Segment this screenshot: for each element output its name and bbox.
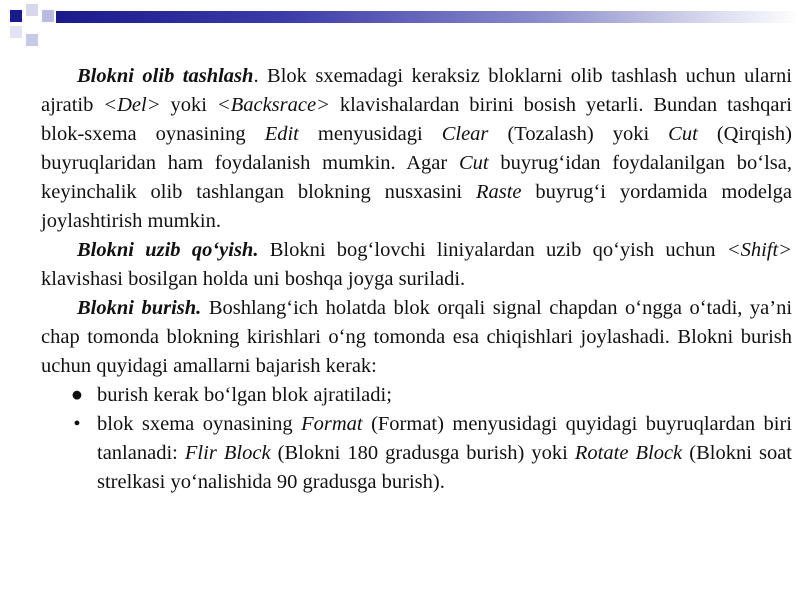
section-heading: Blokni burish. bbox=[77, 297, 202, 319]
list-item-text: (Format) menyusidagi quyidagi buyruqlardan biri tanlanadi: bbox=[97, 413, 792, 464]
body-text: (Tozalash) yoki bbox=[488, 123, 669, 145]
menu-name: Edit bbox=[264, 123, 299, 145]
command-name: Cut bbox=[668, 123, 698, 145]
body-text: menyusidagi bbox=[298, 123, 442, 145]
body-text: Boshlang‘ich holatda blok orqali signal chapdan o‘ngga o‘tadi, ya’ni chap tomonda blokning kirishlari o‘ng tomonda esa chiqishlari joylashadi. Blokni burish uchun quyidagi amallarni bajarish kerak: bbox=[41, 297, 793, 377]
list-item bbox=[41, 381, 792, 410]
list-item-text: (Blokni soat strelkasi yo‘nalishida 90 gradusga burish). bbox=[97, 442, 792, 493]
steps-list bbox=[41, 381, 792, 497]
body-text: klavishasi bosilgan holda uni boshqa joyga suriladi. bbox=[41, 268, 466, 290]
body-text: buyrug‘i yordamida modelga joylashtirish mumkin. bbox=[41, 181, 793, 232]
paragraph-rotate-block bbox=[41, 294, 792, 381]
body-text: Blokni bog‘lovchi liniyalardan uzib qo‘yish uchun bbox=[258, 239, 727, 261]
menu-name: Format bbox=[301, 413, 363, 435]
key-name: <Shift> bbox=[726, 239, 792, 261]
body-text: klavishalardan birini bosish yetarli. Bundan tashqari blok-sxema oynasining bbox=[41, 94, 792, 145]
body-text: (Qirqish) buyruqlaridan ham foydalanish mumkin. Agar bbox=[41, 123, 792, 174]
command-name: Cut bbox=[458, 152, 489, 174]
list-item-text: blok sxema oynasining bbox=[97, 413, 302, 435]
body-text: buyrug‘idan foydalanilgan bo‘lsa, keyinchalik olib tashlangan blokning nusxasini bbox=[41, 152, 792, 203]
slide-header-decoration bbox=[0, 0, 800, 50]
bullet-dot-icon: • bbox=[73, 413, 81, 435]
decor-square bbox=[26, 4, 38, 16]
decor-square bbox=[42, 10, 54, 22]
list-item-text: burish kerak bo‘lgan blok ajratiladi; bbox=[97, 384, 392, 406]
decor-square bbox=[26, 34, 38, 46]
list-item-text: (Blokni 180 gradusga burish) yoki bbox=[270, 442, 575, 464]
header-gradient-bar bbox=[56, 11, 800, 23]
key-name: <Backsrace> bbox=[216, 94, 330, 116]
list-item bbox=[41, 410, 792, 497]
decor-square bbox=[10, 10, 22, 22]
command-name: Clear bbox=[441, 123, 489, 145]
command-name: Flir Block bbox=[184, 442, 271, 464]
bullet-dot-icon: ● bbox=[70, 384, 84, 406]
command-name: Raste bbox=[475, 181, 522, 203]
section-heading: Blokni uzib qo‘yish. bbox=[77, 239, 259, 261]
body-text: yoki bbox=[160, 94, 217, 116]
paragraph-delete-block bbox=[41, 62, 792, 236]
section-heading: Blokni olib tashlash bbox=[77, 65, 254, 87]
command-name: Rotate Block bbox=[574, 442, 683, 464]
decor-square bbox=[10, 26, 22, 38]
key-name: <Del> bbox=[103, 94, 161, 116]
body-text: . Blok sxemadagi keraksiz bloklarni olib tashlash uchun ularni ajratib bbox=[41, 65, 792, 116]
paragraph-detach-block bbox=[41, 236, 792, 294]
slide-body bbox=[41, 62, 792, 497]
